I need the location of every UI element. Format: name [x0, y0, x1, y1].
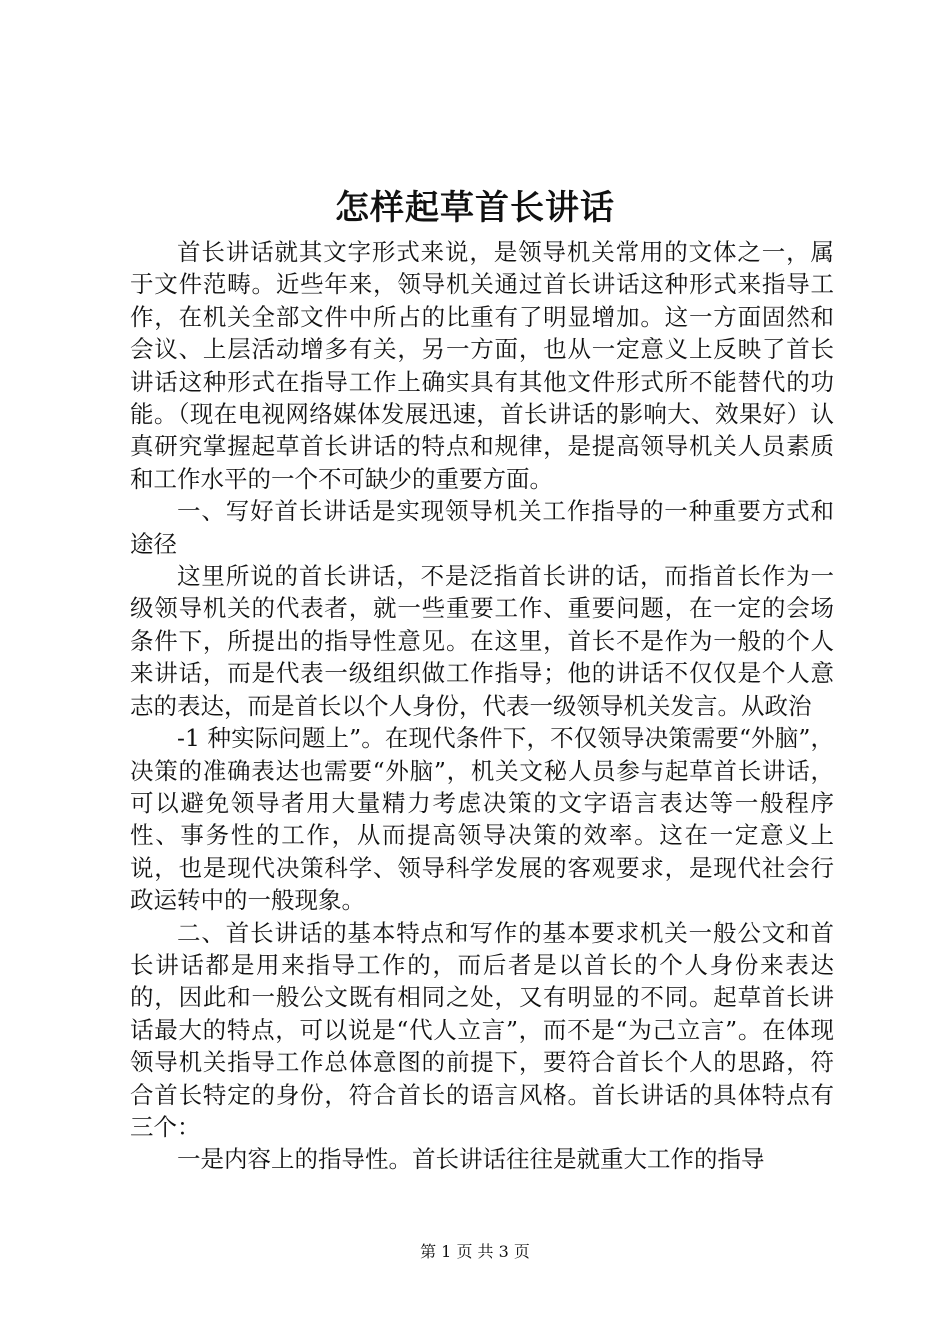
page-footer: 第 1 页 共 3 页 [420, 1242, 530, 1261]
document-title: 怎样起草首长讲话 [335, 188, 615, 228]
paragraph: 一是内容上的指导性。首长讲话往往是就重大工作的指导 [177, 1145, 765, 1174]
section-heading-2: 二、首长讲话的基本特点和写作的基本要求机关一般公文和首长讲话都是用来指导工作的，而后者是以首长的个人身份来表达的，因此和一般公文既有相同之处，又有明显的不同。起草首长讲话最大的特点，可以说是“代人立言”，而不是“为己立言”。在体现领导机关指导工作总体意图的前提下，要符合首长个人的思路，符合首长特定的身份，符合首长的语言风格。首长讲话的具体特点有三个： [130, 918, 834, 1141]
section-heading-1: 一、写好首长讲话是实现领导机关工作指导的一种重要方式和途径 [130, 497, 834, 558]
paragraph: 首长讲话就其文字形式来说，是领导机关常用的文体之一，属于文件范畴。近些年来，领导机关通过首长讲话这种形式来指导工作，在机关全部文件中所占的比重有了明显增加。这一方面固然和会议、上层活动增多有关，另一方面，也从一定意义上反映了首长讲话这种形式在指导工作上确实具有其他文件形式所不能替代的功能。（现在电视网络媒体发展迅速，首长讲话的影响大、效果好）认真研究掌握起草首长讲话的特点和规律，是提高领导机关人员素质和工作水平的一个不可缺少的重要方面。 [130, 238, 834, 493]
paragraph: -1 种实际问题上”。在现代条件下，不仅领导决策需要“外脑”，决策的准确表达也需要“外脑”，机关文秘人员参与起草首长讲话，可以避免领导者用大量精力考虑决策的文字语言表达等一般程序性、事务性的工作，从而提高领导决策的效率。这在一定意义上说，也是现代决策科学、领导科学发展的客观要求，是现代社会行政运转中的一般现象。 [130, 724, 834, 915]
document-body [130, 236, 834, 1176]
paragraph: 这里所说的首长讲话，不是泛指首长讲的话，而指首长作为一级领导机关的代表者，就一些重要工作、重要问题，在一定的会场条件下，所提出的指导性意见。在这里，首长不是作为一般的个人来讲话，而是代表一级组织做工作指导；他的讲话不仅仅是个人意志的表达，而是首长以个人身份，代表一级领导机关发言。从政治 [130, 562, 834, 720]
